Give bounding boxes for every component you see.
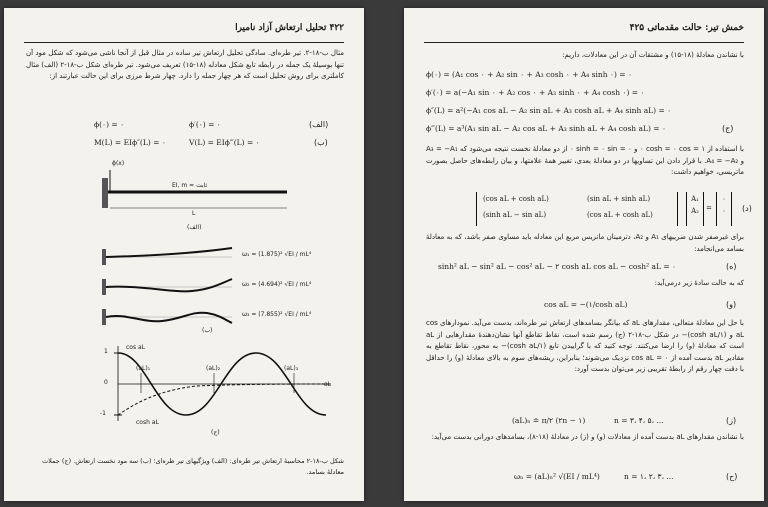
eq-f-tag: (و): [726, 300, 737, 309]
zero-vector: [716, 192, 732, 226]
figure-c-plot: [96, 341, 341, 441]
beam-label: EI, m = ثابت: [172, 182, 208, 189]
figure-caption: شکل ب-۱۸-۲ محاسبهٔ ارتعاش تیر طره‌ای: (الف) ویژگیهای تیر طره‌ای؛ (ب) سه مود نخست ارتعاش. (ج) جملات معادلهٔ بسامد.: [42, 457, 344, 476]
solution-paragraph: با حل این معادلهٔ متعالی، مقدارهای aL که بیانگر بسامدهای ارتعاش تیر طره‌اند، بدست می‌آید. نمودارهای cos aL و (۱/cosh aL)− در شکل ب-۱۸-۲ (ج) رسم شده است، نقاط تقاطع آنها نشان‌دهندهٔ مقدارهایی از aL است که معادلهٔ (و) را ارضا می‌کنند. توجه کنید که با گراییدن تابع (۱/cosh aL)− به محور، نقاط تقاطع به مقادیر aL بدست آمده از ٠ = cos aL نزدیک می‌شوند؛ بنابراین، ریشه‌های سوم به بالای معادلهٔ (و) را حداقل با دقت چهار رقم از رابطهٔ تقریبی زیر می‌توان بدست آورد:: [426, 319, 745, 373]
eq-frequency: sinh² aL − sin² aL − cos² aL − ۲ cosh aL cos aL − cosh² aL = ٠: [438, 262, 677, 271]
left-page: [4, 8, 364, 501]
cos-label: cos aL: [126, 344, 146, 351]
y-tick-0: 0: [104, 379, 108, 386]
x-axis-label: aL: [324, 381, 332, 388]
fig-b-caption: (ب): [202, 327, 213, 334]
mode-1-shape: [106, 248, 232, 257]
vector-a1: A₁: [691, 195, 699, 203]
vector-a: [686, 192, 704, 226]
figure-a-cantilever: [92, 158, 292, 238]
right-page: [404, 8, 764, 501]
page-header-right: خمش تیر: حالت مقدماتی ۴۲۵: [629, 23, 744, 33]
eq-approx-roots: (aL)ₙ ≐ π/۲ (۲n − ۱): [512, 416, 586, 425]
header-rule: [424, 42, 744, 43]
cosh-curve: [118, 384, 331, 415]
mode-3-support: [102, 309, 106, 325]
cosh-label: cosh aL: [136, 419, 159, 426]
vector-a2: A₂: [691, 207, 699, 215]
eq-a-2: ϕ′(٠) = ٠: [189, 120, 221, 129]
determinant-paragraph: برای غیرصفر شدن ضریبهای A₁ و A₂، دترمینان ماتریس مربع این معادله باید مساوی صفر باشد، که به معادلهٔ بسامد می‌انجامد:: [426, 233, 744, 253]
y-tick-1: 1: [104, 348, 108, 355]
eq-phi-prime-0: ϕ′(٠) = a(−A₁ sin ٠ + A₂ cos ٠ + A₃ sinh ٠ + A₄ cosh ٠) = ٠: [426, 88, 645, 97]
matrix-block: [476, 192, 678, 226]
eq-b-tag: (ب): [314, 138, 328, 147]
root-1-label: (aL)₁: [136, 365, 151, 372]
eq-h-tag: (ح): [726, 472, 738, 481]
eq-g-tag: (ز): [726, 416, 737, 425]
mode-2-shape: [106, 279, 232, 291]
figure-b-modes: [102, 241, 332, 336]
mode-1-label: ω₁ = (1.875)² √EI / mL⁴: [242, 251, 312, 258]
length-label: L: [192, 210, 196, 217]
eqs-tag: (ج): [722, 124, 734, 133]
page-header-left: ۴۲۲ تحلیل ارتعاش آزاد نامیرا: [235, 23, 344, 33]
figure-c-drawing: [96, 341, 341, 441]
phi-axis-label: ϕ(x): [112, 160, 125, 167]
header-rule: [24, 42, 344, 43]
eq-approx-n-range: n = ۳، ۴، ۵، ...: [614, 416, 664, 425]
matrix-intro-paragraph: با استفاده از ۱ = cos ٠ = cosh ٠ و ٠ = sin ٠ = sinh ٠ از دو معادلهٔ نخست نتیجه می‌شود که A₃ = −A₁ و A₄ = −A₂. با قرار دادن این تساویها در دو معادلهٔ بعدی، تغییر همهٔ علامتها، و بیان رابطه‌های حاصل بصورت ماتریسی، خواهیم داشت:: [426, 145, 745, 176]
eq-e-tag: (ه): [726, 262, 737, 271]
eq-transcendental: cos aL = −(۱/cosh aL): [544, 300, 628, 309]
matrix-r1c2: (sin aL + sinh aL): [587, 195, 651, 203]
eq-b-2: V(L) = EIϕ‴(L) = ٠: [189, 138, 260, 147]
matrix-r1c1: (cos aL + cosh aL): [483, 195, 549, 203]
zero-2: ٠: [722, 207, 726, 215]
wall-support: [102, 178, 108, 208]
matrix-r2c1: (sinh aL − sin aL): [483, 211, 547, 219]
equals-sign: =: [706, 204, 712, 212]
root-2-label: (aL)₂: [206, 365, 221, 372]
mode-1-support: [102, 249, 106, 265]
y-tick-minus-1: -1: [100, 410, 106, 417]
mode-3-shape: [106, 313, 232, 323]
eq-phi-triple-prime-L: ϕ‴(L) = a³(A₁ sin aL − A₂ cos aL + A₃ sinh aL + A₄ cosh aL) = ٠: [426, 124, 666, 133]
mode-3-label: ω₃ = (7.855)² √EI / mL⁴: [242, 311, 312, 318]
eq-phi-0: ϕ(٠) = (A₁ cos ٠ + A₂ sin ٠ + A₃ cosh ٠ + A₄ sinh ٠) = ٠: [426, 70, 633, 79]
eq-omega-n-range: n = ۱، ۲، ۳، ...: [624, 472, 674, 481]
fig-c-caption: (ج): [211, 429, 220, 436]
fig-a-caption: (الف): [187, 224, 202, 231]
matrix-r2c2: (cos aL + cosh aL): [587, 211, 653, 219]
eq-omega-n: ωₙ = (aL)ₙ² √(EI / mL⁴): [514, 472, 600, 481]
eq-phi-double-prime-L: ϕ″(L) = a²(−A₁ cos aL − A₂ sin aL + A₃ cosh aL + A₄ sinh aL) = ٠: [426, 106, 672, 115]
example-paragraph: مثال ب-۱۸-۲. تیر طره‌ای. سادگی تحلیل ارتعاش تیر ساده در مثال قبل از آنجا ناشی می‌شود که شکل مود آن تنها بوسیلهٔ یک جمله در رابطه تابع شکل معادله (۱۸-۱۵) تعریف می‌شود. تیر طره‌ای شکل ب-۱۸-۲ (الف) مثال کاملتری برای روش تحلیل است که هر چهار جمله را دارد. چهار شرط مرزی برای این حالت عبارتند از:: [26, 49, 345, 80]
eq-b-1: M(L) = EIϕ″(L) = ٠: [94, 138, 166, 147]
simplify-paragraph: که به حالت سادهٔ زیر درمی‌آید:: [654, 279, 744, 287]
mode-2-label: ω₂ = (4.694)² √EI / mL⁴: [242, 281, 312, 288]
eq-a-1: ϕ(٠) = ٠: [94, 120, 125, 129]
eq-a-tag: (الف): [309, 120, 329, 129]
intro-paragraph: با نشاندن معادلهٔ (۱۸-۱۵) و مشتقات آن در این معادلات، داریم:: [562, 51, 744, 59]
matrix-tag: (د): [742, 204, 752, 213]
root-3-label: (aL)₃: [284, 365, 299, 372]
zero-1: ٠: [722, 195, 726, 203]
mode-2-support: [102, 279, 106, 295]
frequency-paragraph: با نشاندن مقدارهای aL بدست آمده از معادلات (و) و (ز) در معادلهٔ (۱۸-۸)، بسامدهای دورانی بدست می‌آید:: [431, 433, 744, 441]
